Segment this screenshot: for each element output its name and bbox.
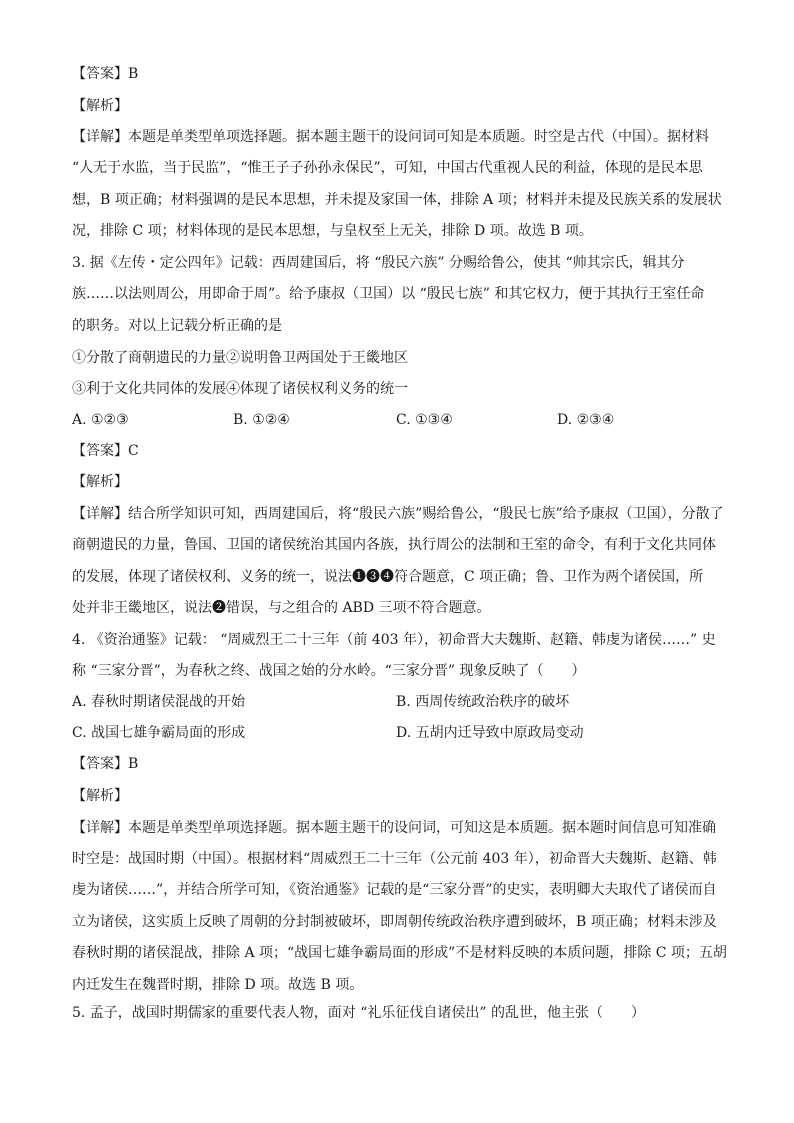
detail-line: 内迁发生在魏晋时期，排除 D 项。故选 B 项。 <box>72 977 364 993</box>
answer-label: 【答案】B <box>72 66 139 82</box>
detail-line: 【详解】结合所学知识可知，西周建国后，将“殷民六族”赐给鲁公，“殷民七族”给予康叔（卫国），分散了 <box>72 506 724 522</box>
detail-line: 时空是：战国时期（中国）。根据材料“周威烈王二十三年（公元前 403 年），初命晋大夫魏斯、赵籍、韩 <box>72 851 717 867</box>
statement-item: ①分散了商朝遗民的力量②说明鲁卫两国处于王畿地区 <box>72 350 408 366</box>
detail-line: 处并非王畿地区，说法❷错误，与之组合的 ABD 三项不符合题意。 <box>72 600 491 616</box>
detail-line: “人无于水监，当于民监”，“惟王子子孙孙永保民”，可知，中国古代重视人民的利益，体现的是民本思 <box>72 160 703 176</box>
option-a: A. ①②③ <box>72 412 129 428</box>
answer-label: 【答案】B <box>72 756 139 772</box>
analysis-label: 【解析】 <box>72 474 128 490</box>
detail-line: 想，B 项正确；材料强调的是民本思想，并未提及家国一体，排除 A 项；材料并未提及民族关系的发展状 <box>72 192 722 208</box>
question-stem: 称 “三家分晋”，为春秋之终、战国之始的分水岭。“三家分晋” 现象反映了（ ） <box>72 663 586 679</box>
option-c: C. ①③④ <box>396 412 453 428</box>
detail-line: 立为诸侯，这实质上反映了周朝的分封制被破坏，即周朝传统政治秩序遭到破坏，B 项正确；材料未涉及 <box>72 914 717 930</box>
option-b: B. 西周传统政治秩序的破坏 <box>396 694 570 710</box>
detail-line: 春秋时期的诸侯混战，排除 A 项；“战国七雄争霸局面的形成”不是材料反映的本质问题，排除 C 项；五胡 <box>72 945 727 961</box>
question-stem: 5. 孟子，战国时期儒家的重要代表人物，面对 “礼乐征伐自诸侯出” 的乱世，他主张（ ） <box>72 1005 646 1021</box>
statement-item: ③利于文化共同体的发展④体现了诸侯权利义务的统一 <box>72 381 408 397</box>
question-stem: 3. 据《左传・定公四年》记载：西周建国后，将 “殷民六族” 分赐给鲁公，使其 “帅其宗氏，辑其分 <box>72 255 685 271</box>
detail-line: 商朝遗民的力量，鲁国、卫国的诸侯统治其国内各族，执行周公的法制和王室的命令，有利于文化共同体 <box>72 537 716 553</box>
option-d: D. 五胡内迁导致中原政局变动 <box>396 725 584 741</box>
detail-line: 虔为诸侯……”，并结合所学可知，《资治通鉴》记载的是“三家分晋”的史实，表明卿大夫取代了诸侯而自 <box>72 882 717 898</box>
answer-label: 【答案】C <box>72 443 139 459</box>
detail-line: 的发展，体现了诸侯权利、义务的统一，说法❶❸❹符合题意，C 项正确；鲁、卫作为两个诸侯国，所 <box>72 569 704 585</box>
option-a: A. 春秋时期诸侯混战的开始 <box>72 694 246 710</box>
question-stem: 族……以法则周公，用即命于周”。给予康叔（卫国）以 “殷民七族” 和其它权力，便于其执行王室任命 <box>72 286 705 302</box>
question-stem: 4. 《资治通鉴》记载： “周威烈王二十三年（前 403 年），初命晋大夫魏斯、赵籍、韩虔为诸侯……” 史 <box>72 632 716 648</box>
detail-line: 【详解】本题是单类型单项选择题。据本题主题干的设问词，可知这是本质题。据本题时间信息可知准确 <box>72 820 716 836</box>
option-b: B. ①②④ <box>233 412 290 428</box>
analysis-label: 【解析】 <box>72 98 128 114</box>
analysis-label: 【解析】 <box>72 788 128 804</box>
detail-line: 【详解】本题是单类型单项选择题。据本题主题干的设问词可知是本质题。时空是古代（中国）。据材料 <box>72 129 709 145</box>
option-d: D. ②③④ <box>557 412 615 428</box>
option-c: C. 战国七雄争霸局面的形成 <box>72 725 246 741</box>
detail-line: 况，排除 C 项；材料体现的是民本思想，与皇权至上无关，排除 D 项。故选 B 项。 <box>72 223 593 239</box>
question-stem: 的职务。对以上记载分析正确的是 <box>72 318 282 334</box>
